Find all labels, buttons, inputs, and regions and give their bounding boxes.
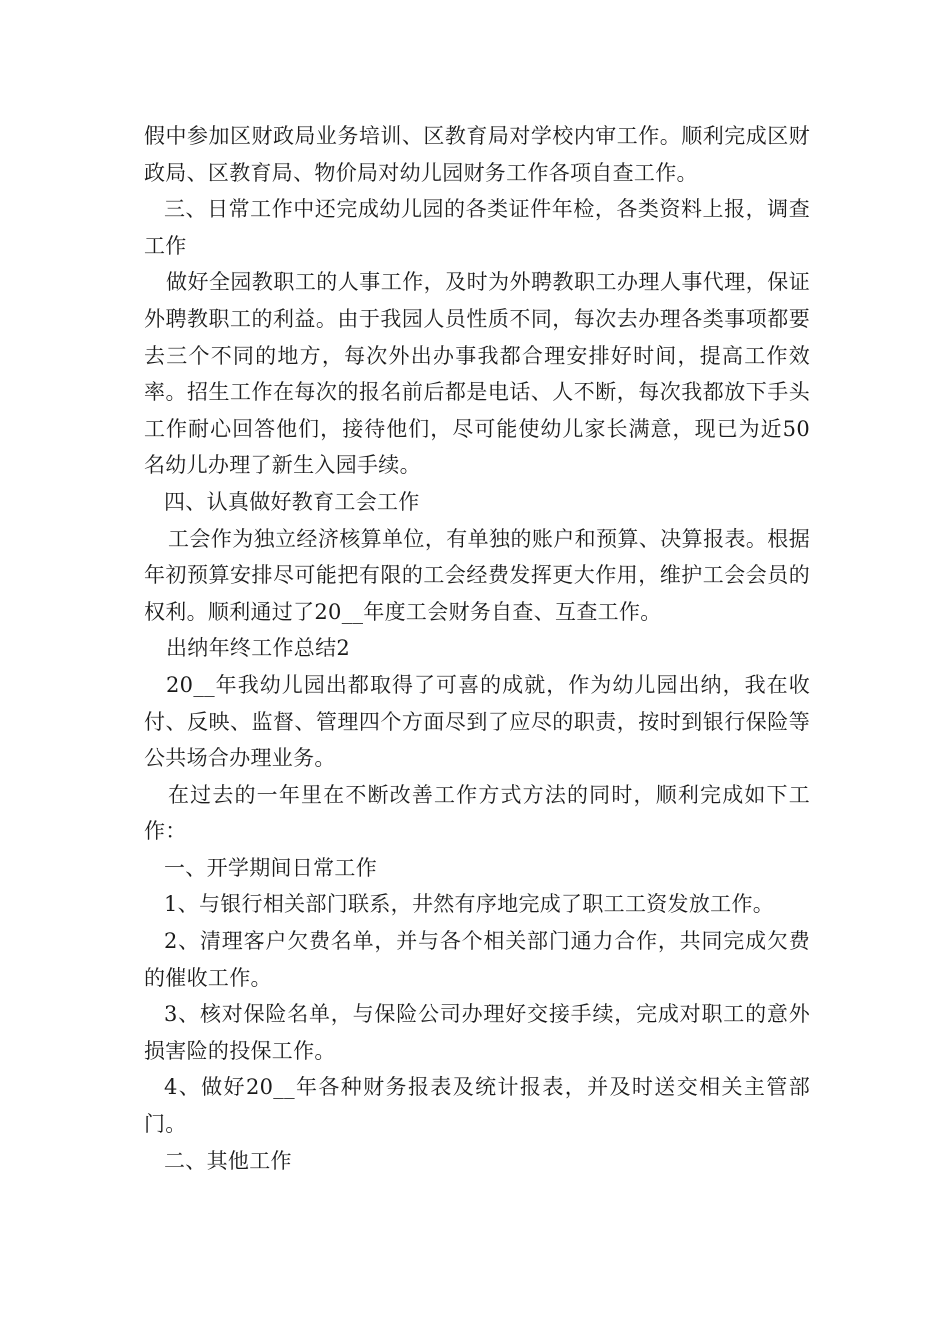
section-heading-4: 四、认真做好教育工会工作 (164, 489, 420, 514)
list-item-2: 2、清理客户欠费名单，并与各个相关部门通力合作，共同完成欠费的催收工作。 (144, 929, 810, 990)
paragraph-3: 做好全园教职工的人事工作，及时为外聘教职工办理人事代理，保证外聘教职工的利益。由于我园人员性质不同，每次去办理各类事项都要去三个不同的地方，每次外出办事我都合理安排好时间，提高工作效率。招生工作在每次的报名前后都是电话、人不断，每次我都放下手头工作耐心回答他们，接待他们，尽可能使幼儿家长满意，现已为近50名幼儿办理了新生入园手续。 (144, 270, 810, 478)
paragraph-8: 在过去的一年里在不断改善工作方式方法的同时，顺利完成如下工作： (144, 782, 810, 844)
paragraph-7: 20__年我幼儿园出都取得了可喜的成就，作为幼儿园出纳，我在收付、反映、监督、管理四个方面尽到了应尽的职责，按时到银行保险等公共场合办理业务。 (144, 672, 810, 771)
list-item-1: 1、与银行相关部门联系，井然有序地完成了职工工资发放工作。 (164, 892, 775, 917)
paragraph-5: 工会作为独立经济核算单位，有单独的账户和预算、决算报表。根据年初预算安排尽可能把有限的工会经费发挥更大作用，维护工会会员的权利。顺利通过了20__年度工会财务自查、互查工作。 (144, 526, 810, 624)
section-heading-1: 一、开学期间日常工作 (164, 855, 377, 880)
paragraph-1: 假中参加区财政局业务培训、区教育局对学校内审工作。顺利完成区财政局、区教育局、物价局对幼儿园财务工作各项自查工作。 (144, 124, 810, 185)
list-item-4: 4、做好20__年各种财务报表及统计报表，并及时送交相关主管部门。 (144, 1075, 810, 1137)
section-heading-2: 二、其他工作 (164, 1148, 292, 1173)
document-title-2: 出纳年终工作总结2 (166, 636, 351, 661)
list-item-3: 3、核对保险名单，与保险公司办理好交接手续，完成对职工的意外损害险的投保工作。 (144, 1002, 810, 1063)
paragraph-2: 三、日常工作中还完成幼儿园的各类证件年检，各类资料上报，调查工作 (144, 197, 810, 258)
